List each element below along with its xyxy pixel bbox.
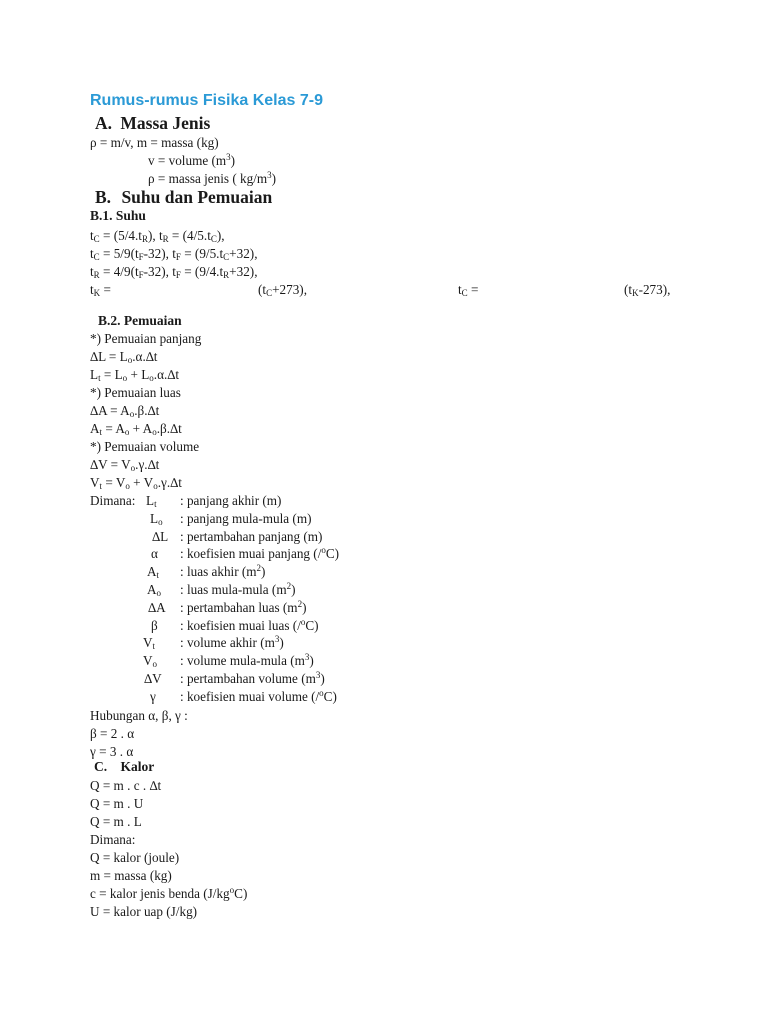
delta-a-formula: $\Delta A = A_o.\beta.\Delta t$ [90,403,160,419]
kalor-line-3: Q = m . L [90,814,142,829]
hubungan-line-3: γ = 3 . α [90,744,134,759]
legend-symbol: α [151,546,158,562]
b2-heading: B.2. Pemuaian [98,313,182,328]
legend-description: : panjang akhir (m) [180,493,282,508]
section-a-label: A. [95,113,113,133]
section-a-heading [95,113,210,134]
legend-symbol: $L_t$ [146,493,157,509]
legend-description: : volume akhir $(m^3)$ [180,634,284,651]
section-b-title: Suhu dan Pemuaian [121,187,273,207]
legend-description: : koefisien muai volume (/$^o$C) [180,687,337,704]
legend-symbol: ∆A [148,599,166,615]
pemuaian-luas-label: *) Pemuaian luas [90,385,181,400]
pemuaian-panjang-label: *) Pemuaian panjang [90,331,202,346]
suhu-line-1: $t_C = (5/4.t_R)$, $t_R = (4/5.t_C)$, [90,228,225,244]
legend-description: : pertambahan volume $(m^3)$ [180,670,325,686]
legend-description: : koefisien muai panjang (/$^o$C) [180,545,340,562]
legend-symbol: $V_o$ [143,653,158,670]
legend-symbol: $A_t$ [147,564,160,581]
kalor-line-1: Q = m . c . ∆t [90,778,162,793]
suhu-line-2: $t_C = 5/9(t_F-32)$, $t_F = (9/5.t_C+32)$, [90,246,258,262]
legend-description: : pertambahan panjang (m) [180,528,323,544]
lt-formula: $L_t = L_o + L_o.\alpha.\Delta t$ [90,367,180,383]
kalor-line-8: U = kalor uap (J/kg) [90,904,198,919]
legend-symbol: β [151,617,158,633]
legend-description: : volume mula-mula $(m^3)$ [180,652,314,669]
page-title: Rumus-rumus Fisika Kelas 7-9 [90,92,323,109]
suhu-line-3: $t_R = 4/9(t_F-32)$, $t_F = (9/4.t_R+32)$, [90,264,258,280]
legend-description: : koefisien muai luas (/$^o$C) [180,616,319,633]
suhu-line-4a: $t_K$ = [90,282,111,298]
section-a-title: Massa Jenis [120,113,211,133]
kalor-line-4: Dimana: [90,832,136,847]
hubungan-line-1: Hubungan α, β, γ : [90,708,188,723]
section-b-heading [95,187,272,208]
dimana-label: Dimana: [90,493,136,508]
legend-description: : luas mula-mula $(m^2)$ [180,581,296,597]
kalor-line-5: Q = kalor (joule) [90,850,180,865]
massa-jenis-line-1: ρ = m/v, m = massa (kg) [90,135,219,150]
legend-symbol: $A_o$ [147,582,162,598]
delta-v-formula: $\Delta V = V_o.\gamma.\Delta t$ [90,457,160,473]
legend-description: : luas akhir $(m^2)$ [180,563,266,580]
massa-jenis-line-3: ρ = massa jenis ( $kg/m^3$) [148,170,277,186]
pemuaian-volume-label: *) Pemuaian volume [90,439,200,454]
legend-symbol: γ [150,688,156,704]
section-c-label: C. [94,759,108,774]
section-c-heading [94,759,154,775]
b1-heading: B.1. Suhu [90,208,146,223]
legend-symbol: $V_t$ [143,635,156,652]
vt-formula: $V_t = V_o + V_o.\gamma.\Delta t$ [90,475,182,491]
legend-symbol: $L_o$ [150,510,163,527]
legend-description: : pertambahan luas $(m^2)$ [180,598,307,615]
kalor-line-7: c = kalor jenis benda $(J/kg^oC)$ [90,885,248,901]
hubungan-line-2: β = 2 . α [90,726,135,741]
kalor-line-6: m = massa (kg) [90,868,172,883]
suhu-line-4c: $t_C$ = [458,282,479,298]
section-c-title: Kalor [120,759,155,774]
at-formula: $A_t = A_o + A_o.\beta.\Delta t$ [90,421,182,437]
delta-l-formula: $\Delta L = L_o.\alpha.\Delta t$ [90,349,158,365]
legend-description: : panjang mula-mula (m) [180,510,312,526]
massa-jenis-line-2: v = volume $(m^3)$ [148,152,236,168]
suhu-line-4d: $(t_K-273)$, [624,282,671,298]
kalor-line-2: Q = m . U [90,796,144,811]
section-b-label: B. [95,187,112,207]
legend-symbol: ∆L [152,528,169,544]
legend-symbol: ∆V [144,671,162,686]
suhu-line-4b: $(t_C+273)$, [258,282,307,298]
